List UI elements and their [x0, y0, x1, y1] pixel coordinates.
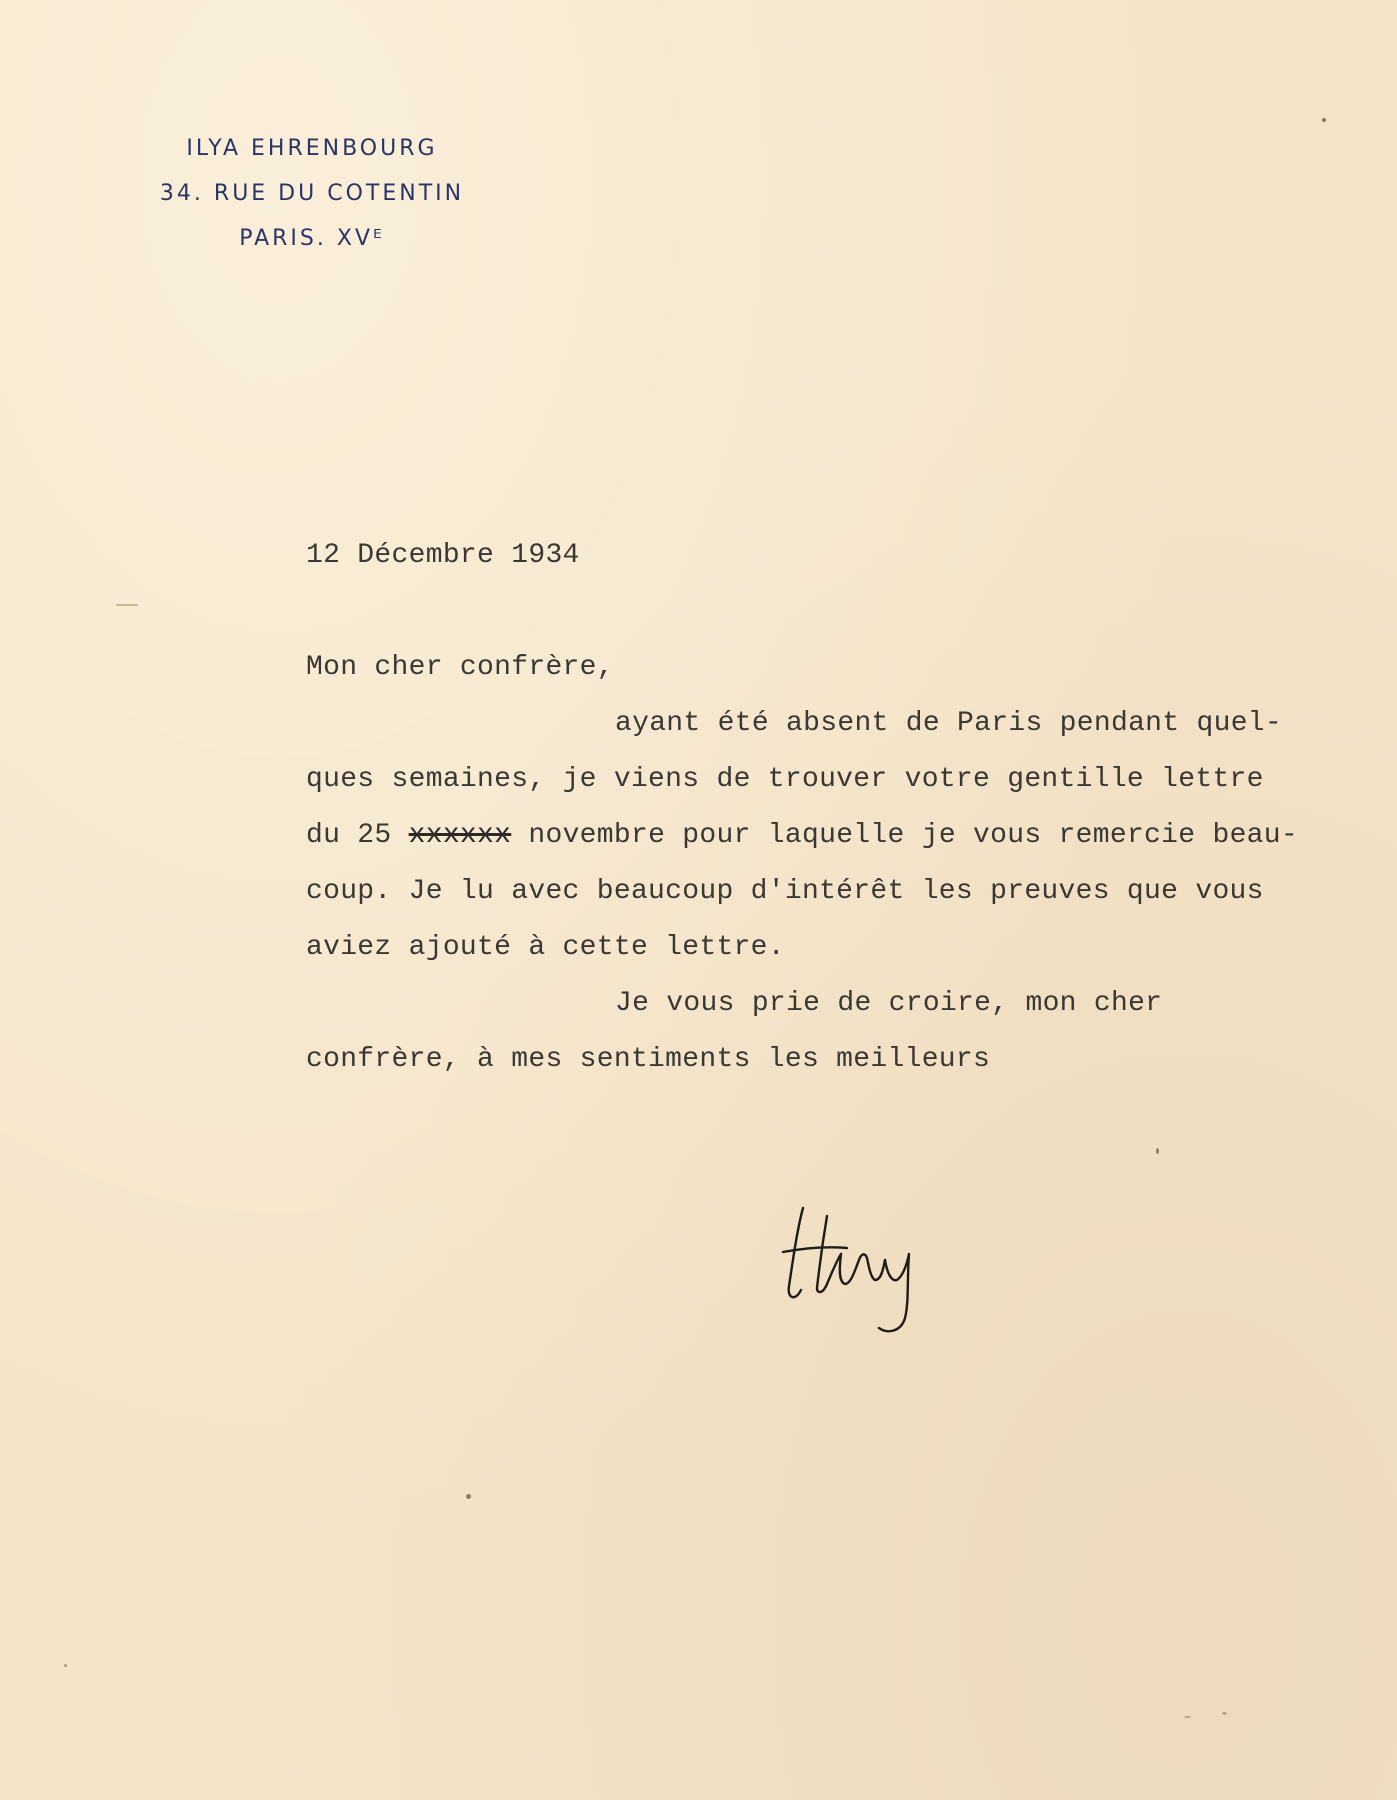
signature-icon [775, 1190, 975, 1340]
body-line-3-end: novembre pour laquelle je vous remercie beau- [528, 820, 1298, 851]
struck-out-word: xxxxxx [408, 820, 512, 851]
paper-speck [1184, 1716, 1191, 1718]
letter-date: 12 Décembre 1934 [306, 540, 580, 571]
letterhead-name: ILYA EHRENBOURG [186, 136, 438, 161]
letterhead [112, 126, 512, 261]
paper-speck [1156, 1148, 1159, 1154]
body-line-3 [306, 820, 1298, 851]
body-line-2: ques semaines, je viens de trouver votre gentille lettre [306, 764, 1264, 795]
letterhead-street: 34. RUE DU COTENTIN [159, 181, 465, 206]
body-line-5: aviez ajouté à cette lettre. [306, 932, 785, 963]
closing-line-2: confrère, à mes sentiments les meilleurs [306, 1044, 991, 1075]
paper-mark [116, 604, 138, 606]
paper-speck [466, 1494, 471, 1499]
salutation: Mon cher confrère, [306, 652, 614, 683]
closing-line-1: Je vous prie de croire, mon cher [615, 988, 1163, 1019]
body-line-3-start: du 25 [306, 820, 392, 851]
paper-speck [1222, 1712, 1227, 1715]
body-line-4: coup. Je lu avec beaucoup d'intérêt les preuves que vous [306, 876, 1264, 907]
paper-speck [1322, 118, 1326, 122]
body-line-1: ayant été absent de Paris pendant quel- [615, 708, 1283, 739]
letterhead-city: PARIS. XVᴱ [239, 226, 385, 251]
paper-speck [64, 1664, 67, 1667]
